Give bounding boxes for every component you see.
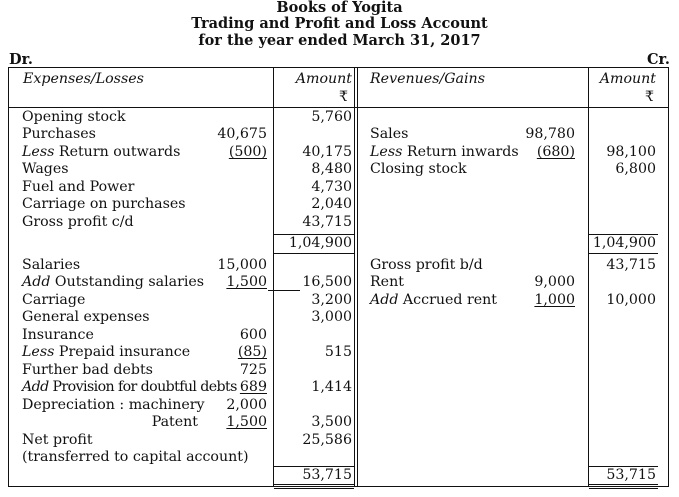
pl-total-right: 53,715	[606, 467, 656, 483]
rupee-icon: ₹	[338, 89, 348, 105]
col-expenses-header: Expenses/Losses	[23, 71, 144, 87]
patent-sub-value: 1,500	[226, 414, 267, 430]
closing-stock-amount: 6,800	[615, 161, 656, 177]
return-inwards-label	[370, 144, 519, 162]
accrued-rent-label	[370, 292, 497, 310]
carriage-purchases-label: Carriage on purchases	[22, 196, 186, 212]
return-inwards-sub	[500, 144, 575, 162]
gross-profit-bd-label: Gross profit b/d	[370, 257, 483, 273]
bad-debts-amount: 1,414	[311, 379, 352, 395]
less-word: Less	[22, 144, 55, 160]
rent-amount: 10,000	[606, 292, 656, 308]
total-salaries-amount: 16,500	[302, 274, 352, 290]
col-revenues-header: Revenues/Gains	[370, 71, 485, 87]
divider-center	[354, 67, 355, 487]
depreciation-machinery-label: Depreciation : machinery	[22, 397, 205, 413]
outstanding-salaries-label	[22, 274, 204, 292]
return-inwards-sub-value: (680)	[536, 144, 575, 160]
account-title: Trading and Profit and Loss Account	[191, 15, 488, 32]
sales-label: Sales	[370, 126, 409, 142]
opening-stock-amount: 5,760	[311, 109, 352, 125]
outstanding-salaries-text: Outstanding salaries	[50, 274, 205, 290]
accrued-rent-sub	[500, 292, 575, 310]
gross-profit-cd-amount: 43,715	[302, 214, 352, 230]
patent-label: Patent	[151, 414, 198, 430]
provision-sub	[190, 379, 267, 397]
dr-label: Dr.	[9, 51, 33, 68]
further-bad-debts-sub: 725	[239, 362, 267, 378]
sales-sub: 98,780	[525, 126, 575, 142]
net-purchases-amount: 40,175	[302, 144, 352, 160]
trading-total-left: 1,04,900	[288, 235, 352, 251]
add-word: Add	[22, 379, 49, 395]
further-bad-debts-label: Further bad debts	[22, 362, 153, 378]
rent-label: Rent	[370, 274, 404, 290]
outstanding-salaries-sub-value: 1,500	[226, 274, 267, 290]
less-word: Less	[370, 144, 403, 160]
prepaid-insurance-sub	[190, 344, 267, 362]
outstanding-salaries-sub	[190, 274, 267, 292]
pl-total-double-rule-right	[589, 484, 658, 489]
wages-label: Wages	[22, 161, 69, 177]
divider-right-amount	[588, 67, 589, 487]
col-amount-left-header: Amount	[295, 71, 352, 87]
gross-profit-bd-amount: 43,715	[606, 257, 656, 273]
fuel-label: Fuel and Power	[22, 179, 135, 195]
accrued-rent-sub-value: 1,000	[534, 292, 575, 308]
fuel-amount: 4,730	[311, 179, 352, 195]
prepaid-insurance-label	[22, 344, 190, 362]
general-expenses-amount: 3,000	[311, 309, 352, 325]
carriage-purchases-amount: 2,040	[311, 196, 352, 212]
net-profit-amount: 25,586	[302, 432, 352, 448]
rupee-icon: ₹	[644, 89, 654, 105]
add-word: Add	[370, 292, 399, 308]
account-period: for the year ended March 31, 2017	[198, 32, 481, 49]
provision-text: Provision for doubtful debts	[48, 379, 237, 395]
carriage-label: Carriage	[22, 292, 86, 308]
provision-sub-value: 689	[239, 379, 267, 395]
accrued-rent-text: Accrued rent	[398, 292, 497, 308]
pl-total-left: 53,715	[302, 467, 352, 483]
trading-total-right: 1,04,900	[592, 235, 656, 251]
return-inwards-text: Return inwards	[402, 144, 519, 160]
purchases-sub: 40,675	[217, 126, 267, 142]
rent-sub: 9,000	[534, 274, 575, 290]
opening-stock-label: Opening stock	[22, 109, 126, 125]
carriage-amount: 3,200	[311, 292, 352, 308]
less-word: Less	[22, 344, 55, 360]
insurance-amount: 515	[324, 344, 352, 360]
net-profit-label: Net profit	[22, 432, 93, 448]
net-profit-note: (transferred to capital account)	[22, 449, 249, 465]
depreciation-machinery-sub: 2,000	[226, 397, 267, 413]
return-outwards-label	[22, 144, 180, 162]
return-outwards-text: Return outwards	[54, 144, 181, 160]
gross-profit-cd-label: Gross profit c/d	[22, 214, 134, 230]
prepaid-insurance-text: Prepaid insurance	[54, 344, 191, 360]
wages-amount: 8,480	[311, 161, 352, 177]
return-outwards-sub	[190, 144, 267, 162]
divider-center-double	[357, 67, 358, 487]
col-amount-right-header: Amount	[599, 71, 656, 87]
depreciation-amount: 3,500	[311, 414, 352, 430]
table-top-rule	[8, 67, 669, 68]
net-sales-amount: 98,100	[606, 144, 656, 160]
return-outwards-sub-value: (500)	[228, 144, 267, 160]
insurance-sub: 600	[239, 327, 267, 343]
purchases-label: Purchases	[22, 126, 96, 142]
closing-stock-label: Closing stock	[370, 161, 467, 177]
pl-total-double-rule-left	[274, 484, 354, 489]
patent-sub	[190, 414, 267, 432]
insurance-label: Insurance	[22, 327, 94, 343]
divider-left-amount	[273, 67, 274, 487]
salaries-sub: 15,000	[217, 257, 267, 273]
prepaid-insurance-sub-value: (85)	[237, 344, 267, 360]
general-expenses-label: General expenses	[22, 309, 150, 325]
salaries-label: Salaries	[22, 257, 81, 273]
add-word: Add	[22, 274, 51, 290]
cr-label: Cr.	[647, 51, 670, 68]
header-rule	[8, 107, 669, 108]
book-title: Books of Yogita	[276, 0, 403, 16]
